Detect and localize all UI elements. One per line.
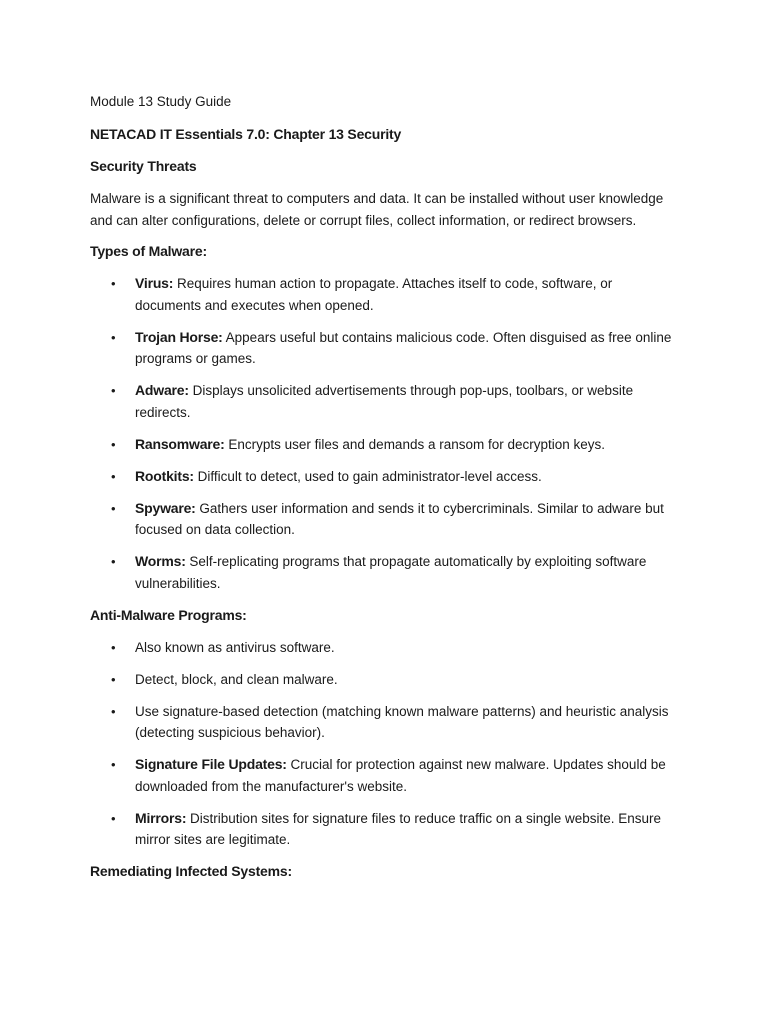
term: Spyware: [135,499,196,516]
malware-heading: Types of Malware: [90,243,207,259]
list-item [90,701,680,744]
list-item [90,637,680,659]
module-title: Module 13 Study Guide [90,94,232,109]
bullet: • [111,500,116,516]
description: Also known as antivirus software. [135,639,335,655]
description: Detect, block, and clean malware. [135,671,338,687]
description: Crucial for protection against new malware. Updates should be downloaded from the manufacturer's website. [135,757,666,794]
description: Difficult to detect, used to gain administrator-level access. [193,468,542,484]
remediation-heading: Remediating Infected Systems: [90,863,292,879]
bullet: • [111,468,116,484]
term: Virus: [135,275,174,291]
description: Distribution sites for signature files to reduce traffic on a single website. Ensure mirror sites are legitimate. [135,810,662,847]
bullet: • [111,329,116,345]
bullet: • [111,383,116,398]
bullet: • [111,276,116,291]
description: Encrypts user files and demands a ransom for decryption keys. [224,436,606,452]
list-item [90,434,680,456]
bullet: • [111,554,116,569]
antimalware-heading: Anti-Malware Programs: [90,606,247,623]
document-body [90,92,680,881]
bullet: • [111,436,116,452]
list-item [90,498,680,541]
description: Appears useful but contains malicious code. Often disguised as free online programs or games. [135,329,672,366]
term: Rootkits: [135,467,194,484]
term: Ransomware: [135,435,225,452]
list-item [90,808,680,851]
description: Self-replicating programs that propagate automatically by exploiting software vulnerabilities. [135,554,647,591]
description: Displays unsolicited advertisements through pop-ups, toolbars, or website redirects. [135,383,634,420]
term: Worms: [135,553,186,569]
list-item [90,669,680,691]
list-item [90,327,680,370]
description: Requires human action to propagate. Attaches itself to code, software, or documents and executes when opened. [135,276,613,313]
malware-list [90,273,680,594]
bullet: • [111,639,116,655]
intro-paragraph: Malware is a significant threat to computers and data. It can be installed without user knowledge and can alter configurations, delete or corrupt files, collect information, or redirect browsers. [90,191,664,228]
bullet: • [111,703,116,719]
bullet: • [111,810,116,826]
term: Trojan Horse: [135,328,223,345]
term: Signature File Updates: [135,756,287,772]
term: Adware: [135,382,189,398]
description: Gathers user information and sends it to cybercriminals. Similar to adware but focused on data collection. [135,500,664,537]
bullet: • [111,671,116,687]
list-item [90,380,680,423]
bullet: • [111,757,116,772]
description: Use signature-based detection (matching known malware patterns) and heuristic analysis (detecting suspicious behavior). [135,703,669,740]
course-title: NETACAD IT Essentials 7.0: Chapter 13 Security [90,126,402,142]
section-heading: Security Threats [90,158,197,174]
term: Mirrors: [135,809,187,826]
list-item [90,466,680,488]
list-item [90,551,680,594]
list-item [90,273,680,316]
list-item [90,754,680,797]
antimalware-list [90,637,680,851]
